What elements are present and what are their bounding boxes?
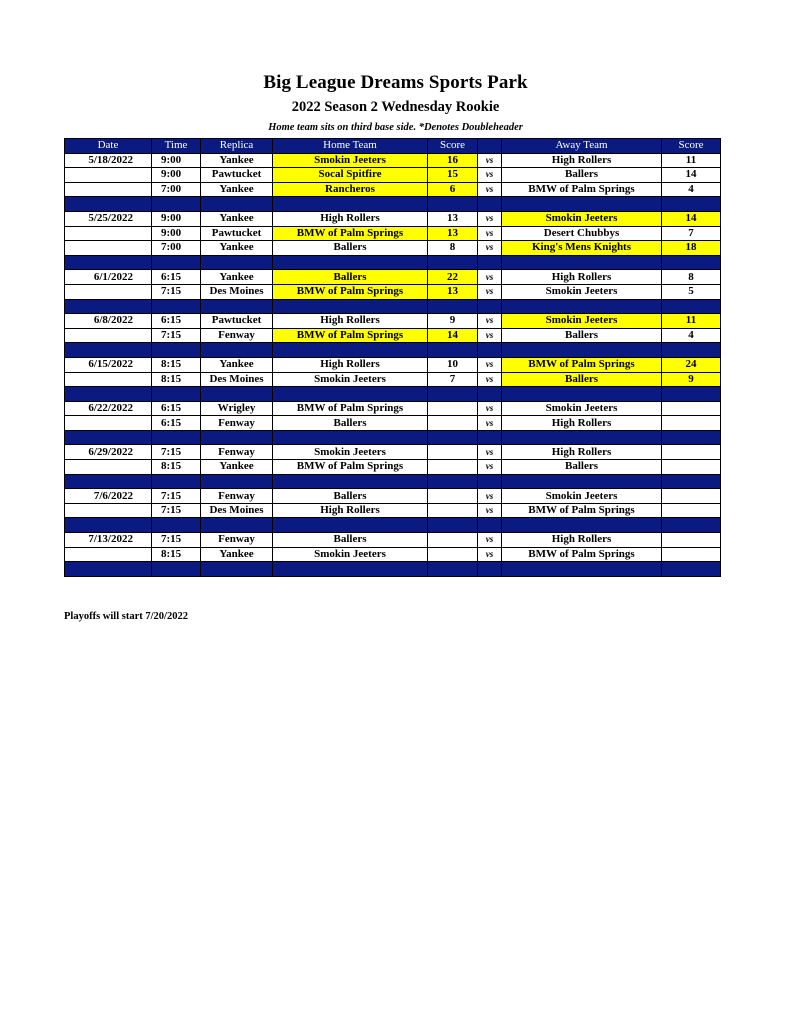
home-score [428,460,478,475]
table-row [65,489,721,504]
away-score [662,533,721,548]
separator-cell [502,299,662,314]
vs-label: vs [478,357,502,372]
separator-cell [502,255,662,270]
table-row [65,460,721,475]
replica-field: Des Moines [201,284,273,299]
separator-cell [428,562,478,577]
separator-cell [662,518,721,533]
column-header-vs [478,139,502,154]
column-header-away-team: Away Team [502,139,662,154]
home-score: 22 [428,270,478,285]
game-time: 7:15 [152,489,201,504]
home-team: Ballers [273,416,428,431]
game-time: 8:15 [152,547,201,562]
week-separator-row [65,299,721,314]
vs-label: vs [478,226,502,241]
replica-field: Pawtucket [201,226,273,241]
column-header-date: Date [65,139,152,154]
home-team: Ballers [273,533,428,548]
game-date: 6/22/2022 [65,401,152,416]
table-row [65,503,721,518]
away-team: High Rollers [502,533,662,548]
table-row [65,270,721,285]
away-score [662,460,721,475]
home-score: 13 [428,211,478,226]
home-score: 14 [428,328,478,343]
table-row [65,547,721,562]
separator-cell [152,430,201,445]
home-team: Rancheros [273,182,428,197]
away-score: 4 [662,328,721,343]
vs-label: vs [478,241,502,256]
home-team: BMW of Palm Springs [273,401,428,416]
game-date: 7/13/2022 [65,533,152,548]
game-date: 6/15/2022 [65,357,152,372]
game-time: 7:15 [152,503,201,518]
column-header-time: Time [152,139,201,154]
away-score [662,416,721,431]
home-score [428,503,478,518]
replica-field: Yankee [201,547,273,562]
separator-cell [428,343,478,358]
schedule-body [65,153,721,576]
home-team: Smokin Jeeters [273,547,428,562]
home-score: 15 [428,168,478,183]
replica-field: Fenway [201,489,273,504]
game-time: 6:15 [152,314,201,329]
game-date [65,226,152,241]
table-row [65,182,721,197]
separator-cell [65,343,152,358]
game-date: 6/29/2022 [65,445,152,460]
week-separator-row [65,387,721,402]
week-separator-row [65,430,721,445]
separator-cell [152,562,201,577]
game-date [65,241,152,256]
game-time: 9:00 [152,168,201,183]
replica-field: Pawtucket [201,314,273,329]
table-row [65,153,721,168]
page-subtitle: 2022 Season 2 Wednesday Rookie [291,99,500,115]
separator-cell [201,255,273,270]
separator-cell [502,430,662,445]
away-score [662,489,721,504]
table-row [65,401,721,416]
home-score: 7 [428,372,478,387]
separator-cell [65,197,152,212]
home-score: 13 [428,226,478,241]
vs-label: vs [478,460,502,475]
game-date [65,460,152,475]
separator-cell [428,197,478,212]
home-score [428,445,478,460]
separator-cell [201,299,273,314]
away-score: 11 [662,153,721,168]
away-score: 24 [662,357,721,372]
home-team: Socal Spitfire [273,168,428,183]
away-score: 11 [662,314,721,329]
away-team: Ballers [502,460,662,475]
game-time: 9:00 [152,153,201,168]
column-header-home-score: Score [428,139,478,154]
away-score: 9 [662,372,721,387]
table-header-row [65,139,721,154]
separator-cell [152,255,201,270]
separator-cell [502,518,662,533]
game-time: 6:15 [152,416,201,431]
home-team: Smokin Jeeters [273,153,428,168]
separator-cell [662,474,721,489]
separator-cell [478,474,502,489]
table-row [65,241,721,256]
vs-label: vs [478,284,502,299]
page-title: Big League Dreams Sports Park [263,72,528,93]
vs-label: vs [478,416,502,431]
separator-cell [428,474,478,489]
schedule-note: Home team sits on third base side. *Denotes Doubleheader [268,122,523,133]
separator-cell [152,299,201,314]
away-score: 4 [662,182,721,197]
separator-cell [152,474,201,489]
game-date [65,168,152,183]
away-score [662,445,721,460]
table-row [65,284,721,299]
home-team: High Rollers [273,503,428,518]
separator-cell [201,197,273,212]
replica-field: Yankee [201,270,273,285]
separator-cell [273,299,428,314]
separator-cell [273,387,428,402]
away-team: Ballers [502,328,662,343]
replica-field: Yankee [201,153,273,168]
game-time: 7:15 [152,284,201,299]
home-score: 8 [428,241,478,256]
table-row [65,416,721,431]
replica-field: Fenway [201,416,273,431]
table-row [65,372,721,387]
replica-field: Yankee [201,357,273,372]
separator-cell [201,387,273,402]
table-row [65,357,721,372]
separator-cell [65,387,152,402]
separator-cell [273,430,428,445]
away-team: High Rollers [502,445,662,460]
week-separator-row [65,197,721,212]
week-separator-row [65,562,721,577]
home-score [428,547,478,562]
separator-cell [201,562,273,577]
schedule-table [64,138,721,577]
vs-label: vs [478,211,502,226]
separator-cell [662,343,721,358]
separator-cell [502,474,662,489]
game-date [65,284,152,299]
separator-cell [428,255,478,270]
vs-label: vs [478,533,502,548]
separator-cell [273,255,428,270]
vs-label: vs [478,401,502,416]
column-header-home-team: Home Team [273,139,428,154]
game-date [65,547,152,562]
week-separator-row [65,343,721,358]
away-score [662,547,721,562]
separator-cell [428,430,478,445]
home-score [428,416,478,431]
home-team: Smokin Jeeters [273,372,428,387]
vs-label: vs [478,314,502,329]
separator-cell [201,343,273,358]
week-separator-row [65,518,721,533]
game-time: 6:15 [152,270,201,285]
game-date [65,503,152,518]
home-score [428,401,478,416]
away-team: High Rollers [502,270,662,285]
game-date [65,416,152,431]
separator-cell [152,343,201,358]
game-time: 7:15 [152,445,201,460]
home-score [428,533,478,548]
replica-field: Wrigley [201,401,273,416]
away-team: BMW of Palm Springs [502,357,662,372]
game-time: 9:00 [152,226,201,241]
game-date: 6/1/2022 [65,270,152,285]
game-time: 7:00 [152,241,201,256]
game-date [65,372,152,387]
game-time: 9:00 [152,211,201,226]
separator-cell [502,343,662,358]
home-score: 6 [428,182,478,197]
vs-label: vs [478,445,502,460]
separator-cell [65,518,152,533]
separator-cell [478,255,502,270]
home-score: 9 [428,314,478,329]
vs-label: vs [478,328,502,343]
separator-cell [201,474,273,489]
separator-cell [152,197,201,212]
game-time: 6:15 [152,401,201,416]
separator-cell [428,299,478,314]
separator-cell [478,197,502,212]
table-row [65,226,721,241]
home-team: BMW of Palm Springs [273,226,428,241]
column-header-away-score: Score [662,139,721,154]
vs-label: vs [478,489,502,504]
away-team: BMW of Palm Springs [502,547,662,562]
separator-cell [502,387,662,402]
separator-cell [273,562,428,577]
away-team: BMW of Palm Springs [502,182,662,197]
game-time: 8:15 [152,372,201,387]
separator-cell [478,299,502,314]
replica-field: Fenway [201,445,273,460]
away-score: 14 [662,168,721,183]
away-team: Smokin Jeeters [502,401,662,416]
replica-field: Yankee [201,211,273,226]
vs-label: vs [478,153,502,168]
replica-field: Fenway [201,533,273,548]
separator-cell [662,562,721,577]
table-row [65,168,721,183]
away-team: Smokin Jeeters [502,314,662,329]
separator-cell [662,197,721,212]
away-team: Ballers [502,372,662,387]
away-score: 14 [662,211,721,226]
separator-cell [662,387,721,402]
replica-field: Des Moines [201,372,273,387]
game-date [65,182,152,197]
separator-cell [152,518,201,533]
game-date: 5/25/2022 [65,211,152,226]
playoffs-note: Playoffs will start 7/20/2022 [64,611,188,622]
week-separator-row [65,474,721,489]
game-date: 7/6/2022 [65,489,152,504]
home-team: Ballers [273,270,428,285]
game-date: 5/18/2022 [65,153,152,168]
home-score: 16 [428,153,478,168]
replica-field: Yankee [201,241,273,256]
separator-cell [478,387,502,402]
home-team: High Rollers [273,211,428,226]
away-team: King's Mens Knights [502,241,662,256]
home-score: 10 [428,357,478,372]
separator-cell [65,474,152,489]
home-team: BMW of Palm Springs [273,284,428,299]
vs-label: vs [478,503,502,518]
home-team: High Rollers [273,314,428,329]
home-team: BMW of Palm Springs [273,460,428,475]
separator-cell [428,518,478,533]
table-row [65,533,721,548]
separator-cell [662,430,721,445]
home-team: High Rollers [273,357,428,372]
separator-cell [273,474,428,489]
separator-cell [662,255,721,270]
away-score: 7 [662,226,721,241]
home-team: Ballers [273,489,428,504]
column-header-replica: Replica [201,139,273,154]
replica-field: Yankee [201,460,273,475]
away-team: High Rollers [502,153,662,168]
game-time: 7:00 [152,182,201,197]
separator-cell [273,343,428,358]
separator-cell [65,299,152,314]
separator-cell [152,387,201,402]
separator-cell [201,430,273,445]
separator-cell [273,197,428,212]
separator-cell [65,430,152,445]
game-date [65,328,152,343]
separator-cell [478,430,502,445]
vs-label: vs [478,168,502,183]
away-score [662,503,721,518]
separator-cell [273,518,428,533]
away-team: Smokin Jeeters [502,284,662,299]
away-team: BMW of Palm Springs [502,503,662,518]
table-row [65,328,721,343]
vs-label: vs [478,182,502,197]
home-team: Smokin Jeeters [273,445,428,460]
table-row [65,211,721,226]
away-team: Smokin Jeeters [502,211,662,226]
away-score [662,401,721,416]
separator-cell [502,562,662,577]
vs-label: vs [478,547,502,562]
separator-cell [65,562,152,577]
game-time: 7:15 [152,533,201,548]
home-score [428,489,478,504]
separator-cell [502,197,662,212]
away-team: High Rollers [502,416,662,431]
away-score: 5 [662,284,721,299]
away-team: Desert Chubbys [502,226,662,241]
home-score: 13 [428,284,478,299]
separator-cell [662,299,721,314]
replica-field: Yankee [201,182,273,197]
separator-cell [478,562,502,577]
vs-label: vs [478,270,502,285]
separator-cell [478,343,502,358]
week-separator-row [65,255,721,270]
game-time: 8:15 [152,460,201,475]
table-row [65,445,721,460]
away-score: 18 [662,241,721,256]
away-team: Smokin Jeeters [502,489,662,504]
replica-field: Fenway [201,328,273,343]
separator-cell [65,255,152,270]
home-team: Ballers [273,241,428,256]
replica-field: Pawtucket [201,168,273,183]
game-time: 8:15 [152,357,201,372]
table-row [65,314,721,329]
separator-cell [201,518,273,533]
away-team: Ballers [502,168,662,183]
separator-cell [428,387,478,402]
replica-field: Des Moines [201,503,273,518]
vs-label: vs [478,372,502,387]
home-team: BMW of Palm Springs [273,328,428,343]
game-date: 6/8/2022 [65,314,152,329]
separator-cell [478,518,502,533]
away-score: 8 [662,270,721,285]
game-time: 7:15 [152,328,201,343]
